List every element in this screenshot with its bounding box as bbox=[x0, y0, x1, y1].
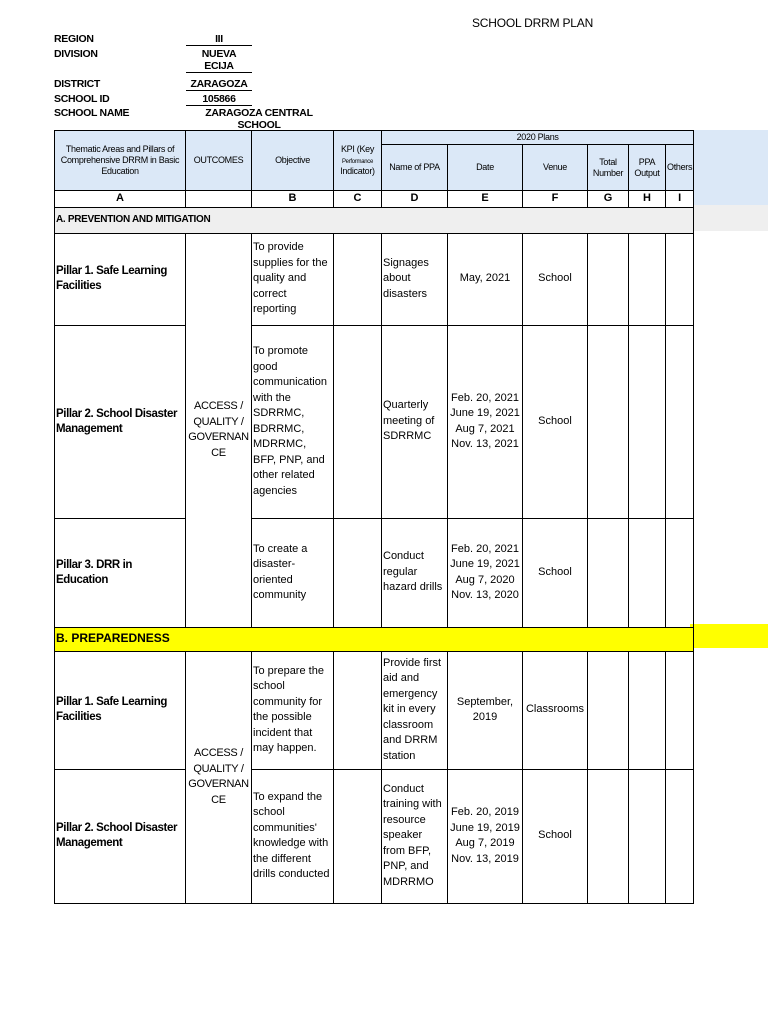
date-cell: Feb. 20, 2021 June 19, 2021 Aug 7, 2020 Nov. 13, 2020 bbox=[448, 518, 523, 627]
section-b-title: B. PREPAREDNESS bbox=[55, 627, 694, 651]
objective-cell: To create a disaster-oriented community bbox=[252, 518, 334, 627]
section-b-fill-extension bbox=[690, 624, 768, 648]
header-objective: Objective bbox=[252, 131, 334, 191]
header-ppa: Name of PPA bbox=[382, 145, 448, 191]
header-others: Others bbox=[666, 145, 694, 191]
pillar-cell: Pillar 2. School Disaster Management bbox=[55, 769, 186, 903]
objective-cell: To expand the school communities' knowledge with the different drills conducted bbox=[252, 769, 334, 903]
kpi-cell bbox=[334, 325, 382, 518]
district-value: ZARAGOZA bbox=[186, 78, 252, 91]
ppa-output-cell bbox=[629, 651, 666, 769]
table-row bbox=[55, 233, 694, 325]
ppa-cell: Conduct regular hazard drills bbox=[382, 518, 448, 627]
ppa-cell: Quarterly meeting of SDRRMC bbox=[382, 325, 448, 518]
objective-cell: To promote good communication with the SDRRMC, BDRRMC, MDRRMC, BFP, PNP, and other related agencies bbox=[252, 325, 334, 518]
venue-cell: School bbox=[523, 518, 588, 627]
header-kpi-main: KPI (Key bbox=[340, 144, 375, 154]
ppa-output-cell bbox=[629, 518, 666, 627]
objective-cell: To prepare the school community for the possible incident that may happen. bbox=[252, 651, 334, 769]
total-number-cell bbox=[588, 233, 629, 325]
ppa-output-cell bbox=[629, 769, 666, 903]
table-row bbox=[55, 769, 694, 903]
header-venue: Venue bbox=[523, 145, 588, 191]
table-row bbox=[55, 325, 694, 518]
header-plans: 2020 Plans bbox=[382, 131, 694, 145]
header-kpi-small: Performance bbox=[341, 159, 374, 165]
date-cell: Feb. 20, 2019 June 19, 2019 Aug 7, 2019 Nov. 13, 2019 bbox=[448, 769, 523, 903]
column-letter: H bbox=[629, 191, 666, 208]
pillar-cell: Pillar 2. School Disaster Management bbox=[55, 325, 186, 518]
pillar-cell: Pillar 3. DRR in Education bbox=[55, 518, 186, 627]
venue-cell: School bbox=[523, 769, 588, 903]
column-letter: I bbox=[666, 191, 694, 208]
column-letter: B bbox=[252, 191, 334, 208]
column-letter: E bbox=[448, 191, 523, 208]
header-kpi bbox=[334, 131, 382, 191]
others-cell bbox=[666, 325, 694, 518]
others-cell bbox=[666, 518, 694, 627]
venue-cell: School bbox=[523, 325, 588, 518]
pillar-cell: Pillar 1. Safe Learning Facilities bbox=[55, 651, 186, 769]
header-outcomes: OUTCOMES bbox=[186, 131, 252, 191]
date-cell: May, 2021 bbox=[448, 233, 523, 325]
header-date: Date bbox=[448, 145, 523, 191]
pillar-cell: Pillar 1. Safe Learning Facilities bbox=[55, 233, 186, 325]
table-row bbox=[55, 518, 694, 627]
section-a-fill-extension bbox=[690, 205, 768, 231]
ppa-output-cell bbox=[629, 233, 666, 325]
total-number-cell bbox=[588, 769, 629, 903]
header-kpi-end: Indicator) bbox=[340, 166, 375, 176]
district-label: DISTRICT bbox=[54, 78, 101, 90]
header-total-number: Total Number bbox=[588, 145, 629, 191]
region-label: REGION bbox=[54, 33, 94, 45]
ppa-cell: Signages about disasters bbox=[382, 233, 448, 325]
date-cell: September, 2019 bbox=[448, 651, 523, 769]
total-number-cell bbox=[588, 651, 629, 769]
kpi-cell bbox=[334, 769, 382, 903]
header-ppa-output: PPA Output bbox=[629, 145, 666, 191]
total-number-cell bbox=[588, 518, 629, 627]
date-cell: Feb. 20, 2021 June 19, 2021 Aug 7, 2021 Nov. 13, 2021 bbox=[448, 325, 523, 518]
table-row bbox=[55, 651, 694, 769]
division-value: NUEVA ECIJA bbox=[186, 48, 252, 73]
total-number-cell bbox=[588, 325, 629, 518]
ppa-cell: Provide first aid and emergency kit in every classroom and DRRM station bbox=[382, 651, 448, 769]
venue-cell: Classrooms bbox=[523, 651, 588, 769]
column-letter-blank bbox=[186, 191, 252, 208]
kpi-cell bbox=[334, 651, 382, 769]
others-cell bbox=[666, 651, 694, 769]
outcome-cell: ACCESS / QUALITY / GOVERNAN CE bbox=[186, 651, 252, 903]
kpi-cell bbox=[334, 518, 382, 627]
ppa-output-cell bbox=[629, 325, 666, 518]
venue-cell: School bbox=[523, 233, 588, 325]
school-id-value: 105866 bbox=[186, 93, 252, 106]
header-thematic: Thematic Areas and Pillars of Comprehensive DRRM in Basic Education bbox=[55, 131, 186, 191]
column-letter: D bbox=[382, 191, 448, 208]
others-cell bbox=[666, 769, 694, 903]
school-name-value: ZARAGOZA CENTRAL SCHOOL bbox=[186, 107, 332, 132]
column-letter: C bbox=[334, 191, 382, 208]
others-cell bbox=[666, 233, 694, 325]
ppa-cell: Conduct training with resource speaker from BFP, PNP, and MDRRMO bbox=[382, 769, 448, 903]
document-title: SCHOOL DRRM PLAN bbox=[472, 16, 594, 30]
column-letter: F bbox=[523, 191, 588, 208]
drrm-plan-table bbox=[54, 130, 694, 904]
objective-cell: To provide supplies for the quality and correct reporting bbox=[252, 233, 334, 325]
column-letter: G bbox=[588, 191, 629, 208]
kpi-cell bbox=[334, 233, 382, 325]
outcome-cell: ACCESS / QUALITY / GOVERNAN CE bbox=[186, 233, 252, 627]
school-id-label: SCHOOL ID bbox=[54, 93, 110, 105]
section-a-title: A. PREVENTION AND MITIGATION bbox=[55, 207, 694, 233]
school-name-label: SCHOOL NAME bbox=[54, 107, 130, 119]
region-value: III bbox=[186, 33, 252, 46]
division-label: DIVISION bbox=[54, 48, 98, 60]
column-letter: A bbox=[55, 191, 186, 208]
